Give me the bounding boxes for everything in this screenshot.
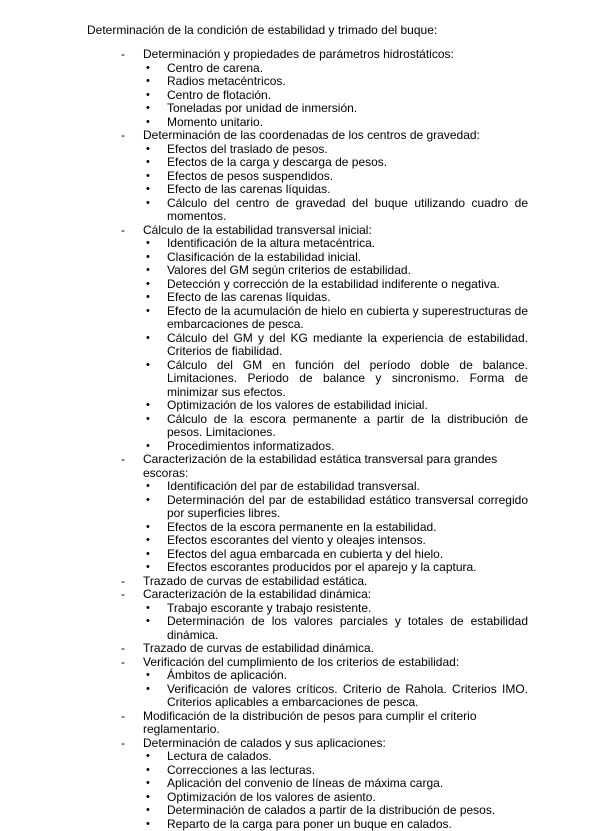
list-item-text: Clasificación de la estabilidad inicial.	[167, 250, 361, 264]
bullet-icon: •	[146, 116, 150, 130]
section-heading-text: Determinación de calados y sus aplicaciones:	[143, 736, 386, 750]
list-item	[0, 264, 528, 278]
bullet-icon: •	[146, 197, 150, 211]
list-item	[0, 89, 528, 103]
bullet-icon: •	[146, 615, 150, 629]
list-item-text: Efectos de pesos suspendidos.	[167, 169, 333, 183]
bullet-icon: •	[146, 332, 150, 346]
list-item	[0, 791, 528, 805]
bullet-icon: •	[146, 62, 150, 76]
section-heading	[0, 453, 528, 480]
bullet-icon: •	[146, 534, 150, 548]
list-item-text: Momento unitario.	[167, 115, 263, 129]
section-heading	[0, 656, 528, 670]
list-item-text: Determinación del par de estabilidad estático transversal corregido por superficies libres.	[167, 493, 528, 521]
list-item	[0, 777, 528, 791]
section-heading-text: Trazado de curvas de estabilidad dinámica.	[143, 641, 374, 655]
section-list	[0, 48, 600, 831]
list-item-text: Cálculo del GM y del KG mediante la experiencia de estabilidad. Criterios de fiabilidad.	[167, 331, 528, 359]
list-item	[0, 305, 528, 332]
list-item	[0, 818, 528, 831]
list-item	[0, 548, 528, 562]
list-item	[0, 102, 528, 116]
sub-list	[0, 669, 600, 710]
section-heading-text: Caracterización de la estabilidad estática transversal para grandes escoras:	[143, 452, 497, 480]
bullet-icon: •	[146, 413, 150, 427]
list-item	[0, 332, 528, 359]
list-item	[0, 399, 528, 413]
section-item	[0, 575, 600, 589]
list-item-text: Trabajo escorante y trabajo resistente.	[167, 601, 371, 615]
bullet-icon: •	[146, 264, 150, 278]
dash-marker: -	[121, 48, 125, 62]
bullet-icon: •	[146, 561, 150, 575]
bullet-icon: •	[146, 170, 150, 184]
list-item	[0, 440, 528, 454]
section-item	[0, 588, 600, 642]
list-item-text: Cálculo de la escora permanente a partir de la distribución de pesos. Limitaciones.	[167, 412, 528, 440]
bullet-icon: •	[146, 764, 150, 778]
section-heading	[0, 48, 528, 62]
bullet-icon: •	[146, 548, 150, 562]
list-item-text: Efectos de la carga y descarga de pesos.	[167, 155, 387, 169]
list-item-text: Centro de carena.	[167, 61, 263, 75]
dash-marker: -	[121, 575, 125, 589]
list-item-text: Correcciones a las lecturas.	[167, 763, 315, 777]
bullet-icon: •	[146, 237, 150, 251]
list-item-text: Valores del GM según criterios de estabilidad.	[167, 263, 411, 277]
list-item-text: Efectos del traslado de pesos.	[167, 142, 328, 156]
section-heading-text: Determinación de las coordenadas de los centros de gravedad:	[143, 128, 480, 142]
list-item	[0, 75, 528, 89]
list-item	[0, 494, 528, 521]
list-item	[0, 116, 528, 130]
section-heading	[0, 575, 528, 589]
list-item-text: Efecto de las carenas líquidas.	[167, 290, 330, 304]
bullet-icon: •	[146, 305, 150, 319]
list-item	[0, 480, 528, 494]
list-item	[0, 291, 528, 305]
bullet-icon: •	[146, 75, 150, 89]
list-item-text: Efectos del agua embarcada en cubierta y del hielo.	[167, 547, 443, 561]
dash-marker: -	[121, 588, 125, 602]
list-item-text: Aplicación del convenio de líneas de máxima carga.	[167, 776, 443, 790]
list-item-text: Detección y corrección de la estabilidad indiferente o negativa.	[167, 277, 500, 291]
dash-marker: -	[121, 224, 125, 238]
list-item	[0, 251, 528, 265]
list-item	[0, 669, 528, 683]
bullet-icon: •	[146, 156, 150, 170]
list-item	[0, 278, 528, 292]
bullet-icon: •	[146, 804, 150, 818]
list-item-text: Efectos de la escora permanente en la estabilidad.	[167, 520, 437, 534]
list-item	[0, 764, 528, 778]
list-item-text: Procedimientos informatizados.	[167, 439, 334, 453]
list-item	[0, 521, 528, 535]
list-item	[0, 197, 528, 224]
bullet-icon: •	[146, 683, 150, 697]
sub-list	[0, 480, 600, 575]
dash-marker: -	[121, 129, 125, 143]
list-item	[0, 804, 528, 818]
dash-marker: -	[121, 642, 125, 656]
sub-list	[0, 237, 600, 453]
sub-list	[0, 602, 600, 643]
section-heading-text: Verificación del cumplimiento de los criterios de estabilidad:	[143, 655, 459, 669]
bullet-icon: •	[146, 669, 150, 683]
section-heading-text: Trazado de curvas de estabilidad estática.	[143, 574, 367, 588]
dash-marker: -	[121, 656, 125, 670]
dash-marker: -	[121, 737, 125, 751]
section-item	[0, 737, 600, 831]
list-item	[0, 615, 528, 642]
bullet-icon: •	[146, 89, 150, 103]
list-item-text: Reparto de la carga para poner un buque en calados.	[167, 817, 452, 831]
section-heading	[0, 737, 528, 751]
list-item-text: Radios metacéntricos.	[167, 74, 286, 88]
bullet-icon: •	[146, 440, 150, 454]
list-item-text: Identificación del par de estabilidad transversal.	[167, 479, 420, 493]
bullet-icon: •	[146, 521, 150, 535]
list-item-text: Identificación de la altura metacéntrica.	[167, 236, 375, 250]
bullet-icon: •	[146, 359, 150, 373]
bullet-icon: •	[146, 102, 150, 116]
list-item	[0, 602, 528, 616]
list-item-text: Centro de flotación.	[167, 88, 271, 102]
list-item	[0, 183, 528, 197]
section-heading	[0, 129, 528, 143]
list-item	[0, 237, 528, 251]
section-heading-text: Cálculo de la estabilidad transversal inicial:	[143, 223, 372, 237]
sub-list	[0, 143, 600, 224]
list-item-text: Optimización de los valores de asiento.	[167, 790, 376, 804]
section-heading-text: Caracterización de la estabilidad dinámica:	[143, 587, 371, 601]
section-item	[0, 710, 600, 737]
section-item	[0, 453, 600, 575]
bullet-icon: •	[146, 143, 150, 157]
section-heading	[0, 224, 528, 238]
bullet-icon: •	[146, 750, 150, 764]
sub-list	[0, 750, 600, 831]
dash-marker: -	[121, 710, 125, 724]
list-item-text: Verificación de valores críticos. Criterio de Rahola. Criterios IMO. Criterios aplicables a embarcaciones de pesca.	[167, 682, 528, 710]
bullet-icon: •	[146, 183, 150, 197]
list-item-text: Efectos escorantes del viento y oleajes intensos.	[167, 533, 426, 547]
bullet-icon: •	[146, 480, 150, 494]
bullet-icon: •	[146, 278, 150, 292]
bullet-icon: •	[146, 251, 150, 265]
section-heading	[0, 588, 528, 602]
list-item	[0, 170, 528, 184]
list-item-text: Efectos escorantes producidos por el aparejo y la captura.	[167, 560, 477, 574]
list-item-text: Ámbitos de aplicación.	[167, 668, 287, 682]
list-item-text: Determinación de los valores parciales y totales de estabilidad dinámica.	[167, 614, 528, 642]
list-item-text: Toneladas por unidad de inmersión.	[167, 101, 357, 115]
list-item-text: Cálculo del centro de gravedad del buque utilizando cuadro de momentos.	[167, 196, 528, 224]
section-item	[0, 129, 600, 224]
list-item-text: Efecto de las carenas líquidas.	[167, 182, 330, 196]
list-item	[0, 683, 528, 710]
list-item	[0, 62, 528, 76]
bullet-icon: •	[146, 494, 150, 508]
section-heading-text: Modificación de la distribución de pesos para cumplir el criterio reglamentario.	[143, 709, 477, 737]
list-item	[0, 750, 528, 764]
bullet-icon: •	[146, 291, 150, 305]
list-item-text: Cálculo del GM en función del período doble de balance. Limitaciones. Periodo de balance y sincronismo. Forma de minimizar sus efectos.	[167, 358, 528, 399]
section-heading	[0, 710, 528, 737]
list-item	[0, 359, 528, 400]
bullet-icon: •	[146, 791, 150, 805]
list-item	[0, 413, 528, 440]
list-item	[0, 534, 528, 548]
list-item	[0, 143, 528, 157]
list-item-text: Lectura de calados.	[167, 749, 272, 763]
bullet-icon: •	[146, 399, 150, 413]
section-item	[0, 656, 600, 710]
bullet-icon: •	[146, 818, 150, 831]
sub-list	[0, 62, 600, 130]
section-heading	[0, 642, 528, 656]
list-item	[0, 561, 528, 575]
section-heading-text: Determinación y propiedades de parámetros hidrostáticos:	[143, 47, 454, 61]
bullet-icon: •	[146, 602, 150, 616]
list-item-text: Optimización de los valores de estabilidad inicial.	[167, 398, 428, 412]
list-item-text: Determinación de calados a partir de la distribución de pesos.	[167, 803, 495, 817]
list-item	[0, 156, 528, 170]
section-item	[0, 224, 600, 454]
dash-marker: -	[121, 453, 125, 467]
document-title: Determinación de la condición de estabilidad y trimado del buque:	[87, 23, 437, 37]
bullet-icon: •	[146, 777, 150, 791]
section-item	[0, 48, 600, 129]
list-item-text: Efecto de la acumulación de hielo en cubierta y superestructuras de embarcaciones de pesca.	[167, 304, 528, 332]
section-item	[0, 642, 600, 656]
